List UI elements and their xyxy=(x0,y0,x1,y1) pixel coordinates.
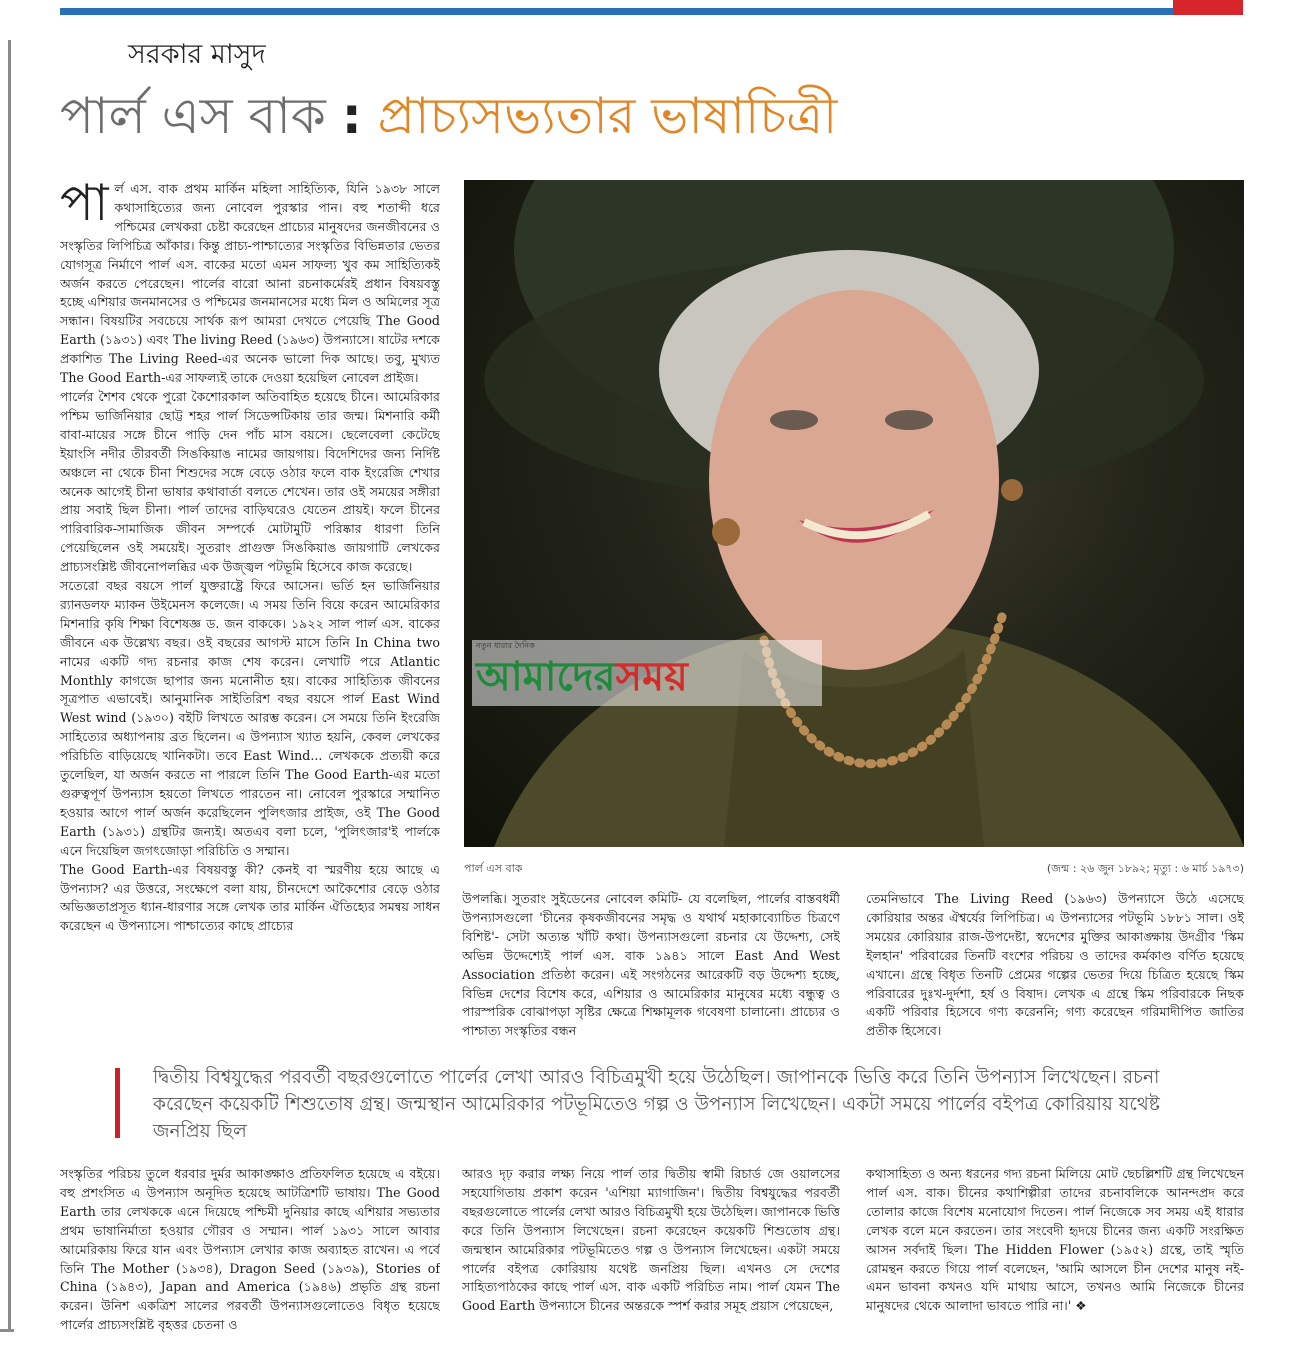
body-paragraph: আরও দৃঢ় করার লক্ষ্য নিয়ে পার্ল তার দ্বিতীয় স্বামী রিচার্ড জে ওয়ালসের সহযোগিতায় প্রকাশ করেন 'এশিয়া ম্যাগাজিন'। দ্বিতীয় বিশ্বযুদ্ধের পরবর্তী বছরগুলোতে পার্লের লেখা আরও বিচিত্রমুখী হয়ে উঠেছিল। জাপানকে ভিত্তি করে তিনি উপন্যাস লিখেছেন। রচনা করেছেন কয়েকটি শিশুতোষ গ্রন্থ। জন্মস্থান আমেরিকার পটভূমিতেও গল্প ও উপন্যাস লিখেছেন। একটা সময়ে পার্লের বইপত্র কোরিয়ায় যথেষ্ট জনপ্রিয় ছিল। এখনও সে দেশের সাহিত্যপাঠকের কাছে পার্ল এস. বাক একটি পরিচিত নাম। পার্ল যেমন The Good Earth উপন্যাসে চীনের অন্তরকে স্পর্শ করার সমূহ প্রয়াস পেয়েছেন, xyxy=(462,1166,840,1314)
article-title xyxy=(60,80,837,152)
top-color-bar xyxy=(60,8,1173,15)
pull-quote: দ্বিতীয় বিশ্বযুদ্ধের পরবর্তী বছরগুলোতে পার্লের লেখা আরও বিচিত্রমুখী হয়ে উঠেছিল। জাপানকে ভিত্তি করে তিনি উপন্যাস লিখেছেন। রচনা করেছেন কয়েকটি শিশুতোষ গ্রন্থ। জন্মস্থান আমেরিকার পটভূমিতেও গল্প ও উপন্যাস লিখেছেন। একটা সময়ে পার্লের বইপত্র কোরিয়ায় যথেষ্ট জনপ্রিয় ছিল xyxy=(153,1067,1160,1142)
author-portrait xyxy=(464,180,1244,847)
bottom-column-2 xyxy=(462,1165,840,1340)
intro-paragraph: সতেরো বছর বয়সে পার্ল যুক্তরাষ্ট্রে ফিরে আসেন। ভর্তি হন ভার্জিনিয়ার র‍্যানডলফ ম্যাকন উইমেনস কলেজে। এ সময় তিনি বিয়ে করেন আমেরিকার মিশনারি কৃষি শিক্ষা বিশেষজ্ঞ ড. জন বাককে। ১৯২২ সাল পার্ল এস. বাকের জীবনে এক উল্লেখ্য বছর। ওই বছরের আগস্ট মাসে তিনি In China two নামের একটি গদ্য রচনার কাজ শেষ করেন। লেখাটি পরে Atlantic Monthly কাগজে ছাপার জন্য মনোনীত হয়। বাকের সাহিত্যিক জীবনের সূত্রপাত এভাবেই। আনুমানিক সাইতিরিশ বছর বয়সে পার্ল East Wind West wind (১৯৩০) বইটি লিখতে আরম্ভ করেন। সে সময়ে তিনি ইংরেজি সাহিত্যের অধ্যাপনায় ব্রত ছিলেন। এ উপন্যাস খ্যাত হয়নি, কেবল লেখকের পরিচিতি বাড়িয়েছে খানিকটা। তবে East Wind... লেখককে প্রত্যয়ী করে তুলেছিল, যা অর্জন করতে না পারলে তিনি The Good Earth-এর মতো গুরুত্বপূর্ণ উপন্যাস হয়তো লিখতে পারতেন না। নোবেল পুরস্কারে সম্মানিত হওয়ার আগে পার্ল অর্জন করেছিলেন পুলিৎজার প্রাইজ, ওই The Good Earth (১৯৩১) গ্রন্থটির জন্যই। অতএব বলা চলে, 'পুলিৎজার'ই পার্লকে এনে দিয়েছিল জগৎজোড়া পরিচিতি ও সম্মান। xyxy=(60,578,440,858)
newspaper-watermark xyxy=(472,640,822,706)
title-subject: পার্ল এস বাক xyxy=(60,87,326,145)
watermark-tagline: নতুন ধারার দৈনিক xyxy=(476,641,535,650)
intro-paragraph: পার্লের শৈশব থেকে পুরো কৈশোরকাল অতিবাহিত হয়েছে চীনে। আমেরিকার পশ্চিম ভার্জিনিয়ার ছোট্ট শহর পার্ল সিডেন্সটিকায় তার জন্ম। মিশনারি কর্মী বাবা-মায়ের সঙ্গে চীনে পাড়ি দেন পাঁচ মাস বয়সে। ছেলেবেলা কেটেছে ইয়াংসি নদীর তীরবর্তী সিঙকিয়াঙ নামের জায়গায়। বিদেশিদের জন্য নির্দিষ্ট অঞ্চলে না থেকে চীনা শিশুদের সঙ্গে বেড়ে ওঠার ফলে বাক ইংরেজি শেখার অনেক আগেই চীনা ভাষার কথাবার্তা বলতে শেখেন। তার ওই সময়ের সঙ্গীরা প্রায় সবাই ছিল চীনা। পার্ল তাদের বাড়িঘরেও যেতেন প্রায়ই। ফলে চীনের পারিবারিক-সামাজিক জীবন সম্পর্কে মোটামুটি পরিষ্কার ধারণা তিনি পেয়েছিলেন ওই সময়েই। সুতরাং প্রাগুক্ত সিঙকিয়াঙ জায়গাটি লেখকের প্রাচ্যসংশ্লিষ্ট জীবনোপলব্ধির এক উজ্জ্বল পটভূমি হিসেবে কাজ করেছে। xyxy=(60,388,440,575)
bottom-column-3 xyxy=(866,1165,1244,1340)
body-paragraph: সংস্কৃতির পরিচয় তুলে ধরবার দুর্মর আকাঙ্ক্ষাও প্রতিফলিত হয়েছে এ বইয়ে। বহু প্রশংসিত এ উপন্যাস অনূদিত হয়েছে আটত্রিশটি ভাষায়। The Good Earth তার লেখককে এনে দিয়েছে পশ্চিমী দুনিয়ার কাছে এশিয়ার সভ্যতার প্রথম ভাষানির্মাতা হওয়ার গৌরব ও সম্মান। পার্ল ১৯৩১ সালে আবার আমেরিকায় ফিরে যান এবং উপন্যাস লেখার কাজ অব্যাহত রাখেন। এ পর্বে তিনি The Mother (১৯৩৪), Dragon Seed (১৯৩৯), Stories of China (১৯৪৩), Japan and America (১৯৪৬) প্রভৃতি গ্রন্থ রচনা করেন। উনিশ একত্রিশ সালের পরবর্তী উপন্যাসগুলোতেও বিধৃত হয়েছে পার্লের প্রাচ্যসংশ্লিষ্ট বৃহত্তর চেতনা ও xyxy=(60,1166,440,1333)
intro-column xyxy=(60,180,440,1036)
intro-paragraph: The Good Earth-এর বিষয়বস্তু কী? কেনই বা স্মরণীয় হয়ে আছে এ উপন্যাস? এর উত্তরে, সংক্ষেপে বলা যায়, চীনদেশে আকৈশোর বেড়ে ওঠার অভিজ্ঞতাপ্রসূত ধ্যান-ধারণার সঙ্গে লেখক তার মার্কিন ঐতিহ্যের সমন্বয় সাধন করেছেন এ উপন্যাসে। পাশ্চাত্যের কাছে প্রাচ্যের xyxy=(60,861,440,934)
pull-quote-bar xyxy=(115,1068,120,1138)
body-paragraph: উপলব্ধি। সুতরাং সুইডেনের নোবেল কমিটি- যে বলেছিল, পার্লের বাস্তবধর্মী উপন্যাসগুলো 'চীনের কৃষকজীবনের সমৃদ্ধ ও যথার্থ মহাকাব্যোচিত চিত্রণে বিশিষ্ট'- সেটা অত্যন্ত খাঁটি কথা। উপন্যাসগুলো রচনার যে উদ্দেশ্য, সেই অভিন্ন উদ্দেশ্যেই পার্ল এস. বাক ১৯৪১ সালে East And West Association প্রতিষ্ঠা করেন। এই সংগঠনের আরেকটি বড় উদ্দেশ্য হচ্ছে, বিভিন্ন দেশের বিশেষ করে, এশিয়ার ও আমেরিকার মানুষের মধ্যে বন্ধুত্ব ও পারস্পরিক বোঝাপড়া সৃষ্টির ক্ষেত্রে শিক্ষামূলক গবেষণা চালানো। প্রাচ্যের ও পাশ্চাত্য সংস্কৃতির বন্ধন xyxy=(462,891,840,1039)
photo-caption-name: পার্ল এস বাক xyxy=(464,862,523,875)
watermark-logo xyxy=(476,652,688,702)
left-margin-foot xyxy=(0,1329,14,1332)
body-paragraph: তেমনিভাবে The Living Reed (১৯৬৩) উপন্যাসে উঠে এসেছে কোরিয়ার অন্তর ঐশ্বর্যের লিপিচিত্র। এ উপন্যাসের পটভূমি ১৮৮১ সাল। ওই সময়ের কোরিয়ার রাজ-উপদেষ্টা, স্বদেশের মুক্তির আকাঙ্ক্ষায় উদগ্রীব 'স্কিম ইলহান' পরিবারের তিনটি বংশের পরিচয় ও তাদের কর্মকাণ্ড বর্ণিত হয়েছে এখানে। গ্রন্থে বিধৃত তিনটি প্রেমের গল্পের ভেতর দিয়ে চিত্রিত হয়েছে স্কিম পরিবারের দুঃখ-দুর্দশা, হর্ষ ও বিষাদ। লেখক এ গ্রন্থে স্কিম পরিবারকে নিছক একটি পরিবার হিসেবে গণ্য করেননি; গণ্য করেছেন গরিমাদীপিত জাতির প্রতীক হিসেবে। xyxy=(866,891,1244,1039)
drop-cap: পা xyxy=(60,180,109,232)
author-byline: সরকার মাসুদ xyxy=(128,39,266,70)
watermark-logo-part-a: আমাদের xyxy=(476,654,616,700)
intro-paragraph: র্ল এস. বাক প্রথম মার্কিন মহিলা সাহিত্যিক, যিনি ১৯৩৮ সালে কথাসাহিত্যের জন্য নোবেল পুরস্কার পান। বহু শতাব্দী ধরে পশ্চিমের লেখকরা চেষ্টা করেছেন প্রাচ্যের মানুষদের জনজীবনের ও সংস্কৃতির লিপিচিত্র আঁকার। কিন্তু প্রাচ্য-পাশ্চাত্যের সংস্কৃতির বিভিন্নতার ভেতর যোগসূত্র নির্মাণে পার্ল এস. বাকের মতো এমন সাফল্য খুব কম সাহিত্যিকই অর্জন করতে পেরেছেন। পার্লের বারো আনা রচনাকর্মেরই প্রধান বিষয়বস্তু হচ্ছে এশিয়ার জনমানসের ও পশ্চিমের জনমানসের মধ্যে মিল ও অমিলের সূত্র সন্ধান। বিষয়টির সবচেয়ে সার্থক রূপ আমরা দেখতে পেয়েছি The Good Earth (১৯৩১) এবং The living Reed (১৯৬৩) উপন্যাসে। ষাটের দশকে প্রকাশিত The Living Reed-এর অনেক ভালো দিক আছে। তবু, মুখ্যত The Good Earth-এর সাফল্যই তাকে দেওয়া হয়েছিল নোবেল প্রাইজ। xyxy=(60,181,440,386)
middle-column-left xyxy=(462,890,840,1050)
bottom-column-1 xyxy=(60,1165,440,1340)
title-tagline: প্রাচ্যসভ্যতার ভাষাচিত্রী xyxy=(377,87,838,145)
left-margin-rule xyxy=(8,40,11,1330)
watermark-logo-part-b: সময় xyxy=(615,654,688,700)
middle-column-right xyxy=(866,890,1244,1050)
portrait-illustration xyxy=(464,180,1244,847)
body-paragraph: কথাসাহিত্য ও অন্য ধরনের গদ্য রচনা মিলিয়ে মোট ছেচল্লিশটি গ্রন্থ লিখেছেন পার্ল এস. বাক। চীনের কথাশিল্পীরা তাদের রচনাবলিকে আনন্দপ্রদ করে তোলার কাজে বিশেষ মনোযোগ দিতেন। পার্ল নিজেকে সব সময় এই ধারার লেখক বলে মনে করতেন। তার সংবেদী হৃদয়ে চীনের জন্য একটি সংরক্ষিত আসন সর্বদাই ছিল। The Hidden Flower (১৯৫২) গ্রন্থে, তাই স্মৃতি রোমন্থন করতে গিয়ে পার্ল বলেছেন, 'আমি আসলে চীন দেশের মানুষ নই- এমন ভাবনা কখনও যদি মাথায় আসে, তখনও আমি নিজেকে চীনের মানুষদের থেকে আলাদা ভাবতে পারি না।' ❖ xyxy=(866,1166,1244,1314)
photo-caption-dates: (জন্ম : ২৬ জুন ১৮৯২; মৃত্যু : ৬ মার্চ ১৯৭৩) xyxy=(1046,862,1244,875)
title-separator: : xyxy=(341,87,362,145)
top-red-tab xyxy=(1173,0,1243,15)
